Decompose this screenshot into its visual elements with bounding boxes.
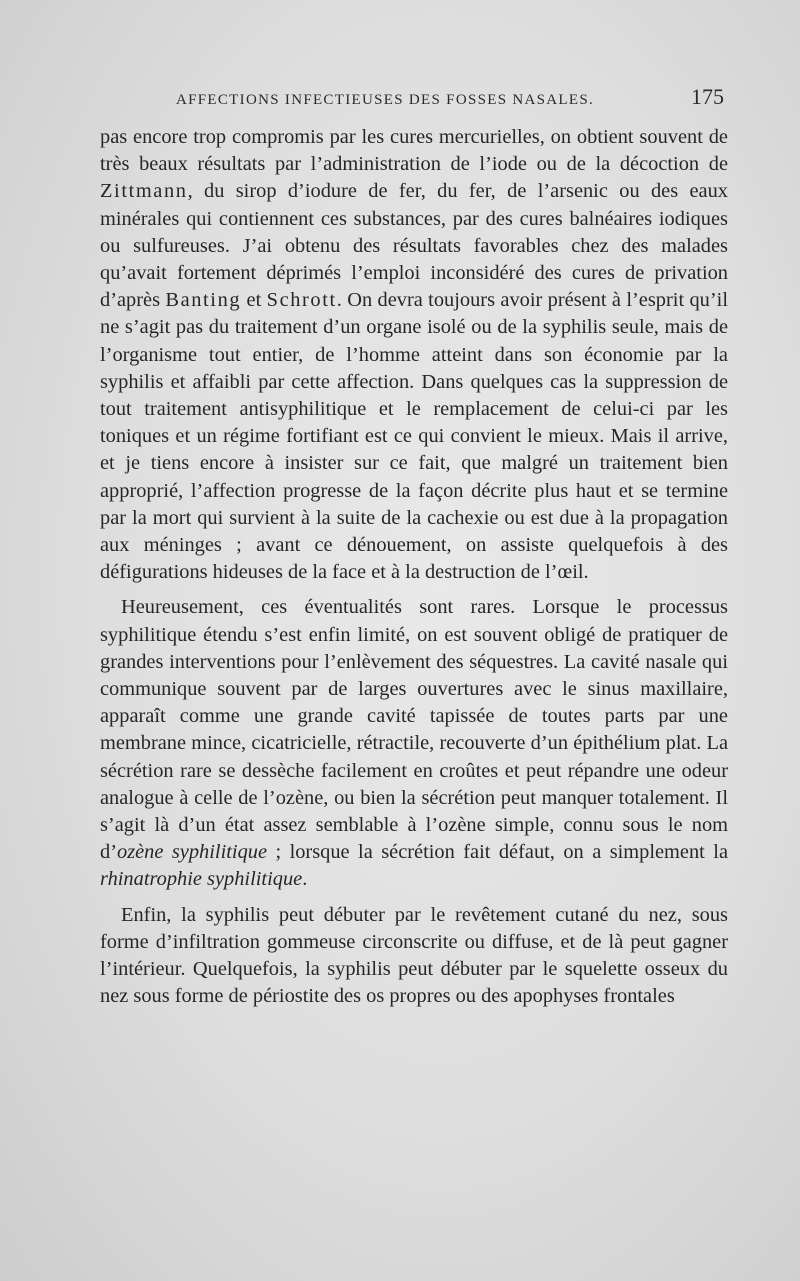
body-text xyxy=(100,124,728,1019)
paragraph-1-text-d: . On devra toujours avoir présent à l’esprit qu’il ne s’agit pas du traitement d’un organe isolé ou de la syphilis seule, mais de l’organisme tout entier, de l’homme atteint dans son économie par la syphilis et affaibli par cette affection. Dans quelques cas la suppression de tout traitement antisyphilitique et le remplacement de celui-ci par les toniques et un régime fortifiant est ce qui convient le mieux. Mais il arrive, et je tiens encore à insister sur ce fait, que malgré un traitement bien approprié, l’affection progresse de la façon décrite plus haut et se termine par la mort qui survient à la suite de la cachexie ou est due à la propagation aux méninges ; avant ce dénouement, on assiste quelquefois à des défigurations hideuses de la face et à la destruction de l’œil. xyxy=(100,289,728,584)
term-rhinatrophie-syphilitique: rhinatrophie syphilitique xyxy=(100,868,303,891)
paragraph-2 xyxy=(100,594,728,893)
page-number: 175 xyxy=(691,84,724,109)
paragraph-1-text-a: pas encore trop compromis par les cures mercurielles, on obtient souvent de très beaux résultats par l’administration de l’iode ou de la décoction de xyxy=(100,126,728,176)
name-schrott: Schrott xyxy=(266,289,337,312)
paragraph-1 xyxy=(100,124,728,586)
running-head xyxy=(100,84,724,112)
name-zittmann: Zittmann xyxy=(100,180,188,203)
name-banting: Banting xyxy=(165,289,242,312)
paragraph-3 xyxy=(100,902,728,1011)
paragraph-3-text: Enfin, la syphilis peut débuter par le revêtement cutané du nez, sous forme d’infiltration gommeuse circonscrite ou diffuse, et de là peut gagner l’intérieur. Quelquefois, la syphilis peut débuter par le squelette osseux du nez sous forme de périostite des os propres ou des apophyses frontales xyxy=(100,903,728,1008)
paragraph-2-text-b: ; lorsque la sécrétion fait défaut, on a simplement la xyxy=(267,841,728,864)
term-ozene-syphilitique: ozène syphilitique xyxy=(117,841,268,864)
paragraph-2-text-a: Heureusement, ces éventualités sont rares. Lorsque le processus syphilitique étendu s’est enfin limité, on est souvent obligé de pratiquer de grandes interventions pour l’enlèvement des séquestres. La cavité nasale qui communique souvent par de larges ouvertures avec le sinus maxillaire, apparaît comme une grande cavité tapissée de toutes parts par une membrane mince, cicatricielle, rétractile, recouverte d’un épithélium plat. La sécrétion rare se dessèche facilement en croûtes et peut répandre une odeur analogue à celle de l’ozène, ou bien la sécrétion peut manquer totalement. Il s’agit là d’un état assez semblable à l’ozène simple, connu sous le nom d’ xyxy=(100,596,728,864)
running-title: AFFECTIONS INFECTIEUSES DES FOSSES NASALES. xyxy=(176,92,595,108)
paragraph-2-text-c: . xyxy=(302,868,308,891)
paragraph-1-text-b: , du sirop d’iodure de fer, du fer, de l’arsenic ou des eaux minérales qui contiennent ces substances, par des cures balnéaires iodiques ou sulfureuses. J’ai obtenu des résultats favorables chez des malades qu’avait fortement déprimés l’emploi inconsidéré des cures de privation d’après xyxy=(100,180,728,312)
paragraph-1-text-c: et xyxy=(241,289,267,312)
